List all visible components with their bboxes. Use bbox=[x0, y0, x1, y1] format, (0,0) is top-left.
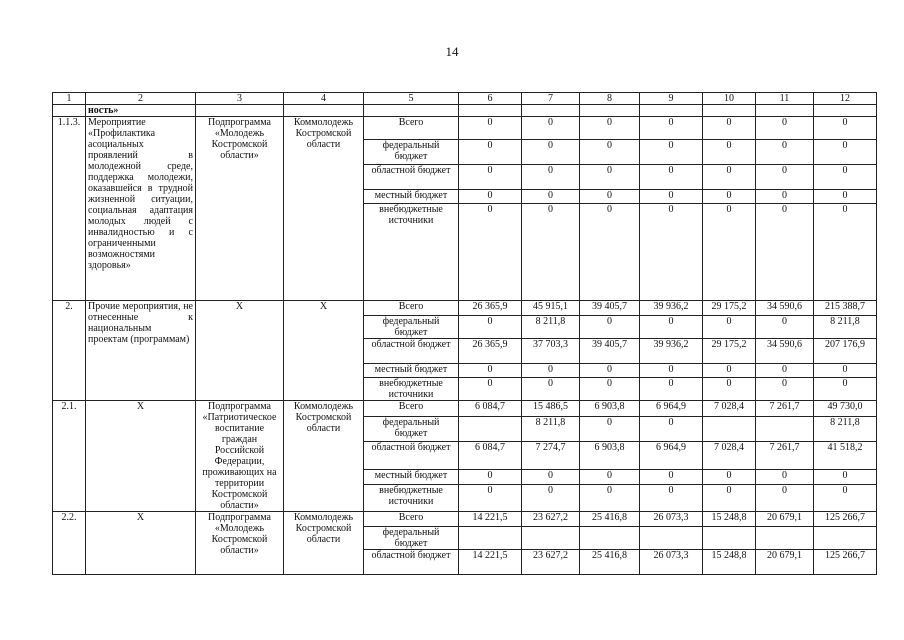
table-row bbox=[53, 117, 877, 140]
header-cell: 7 bbox=[522, 93, 580, 105]
value-cell: 0 bbox=[580, 364, 640, 378]
funding-source: внебюджетные источники bbox=[364, 204, 459, 301]
value-cell: 26 365,9 bbox=[459, 301, 522, 316]
funding-source: федеральный бюджет bbox=[364, 417, 459, 442]
value-cell: 8 211,8 bbox=[522, 316, 580, 339]
value-cell: 0 bbox=[522, 140, 580, 165]
value-cell: 34 590,6 bbox=[756, 301, 814, 316]
row-executor: Коммолодежь Костромской области bbox=[284, 512, 364, 575]
value-cell: 7 028,4 bbox=[703, 401, 756, 417]
funding-source: внебюджетные источники bbox=[364, 378, 459, 401]
value-cell: 29 175,2 bbox=[703, 339, 756, 364]
value-cell: 0 bbox=[814, 165, 877, 190]
value-cell: 14 221,5 bbox=[459, 512, 522, 527]
value-cell: 0 bbox=[814, 364, 877, 378]
row-program: Подпрограмма «Молодежь Костромской области» bbox=[196, 512, 284, 575]
value-cell: 7 261,7 bbox=[756, 442, 814, 469]
header-cell: 5 bbox=[364, 93, 459, 105]
row-program: Х bbox=[196, 301, 284, 401]
value-cell: 125 266,7 bbox=[814, 512, 877, 527]
funding-source: Всего bbox=[364, 401, 459, 417]
value-cell: 20 679,1 bbox=[756, 512, 814, 527]
value-cell: 26 073,3 bbox=[640, 512, 703, 527]
value-cell: 15 486,5 bbox=[522, 401, 580, 417]
value-cell: 0 bbox=[640, 484, 703, 511]
value-cell: 0 bbox=[459, 117, 522, 140]
value-cell: 6 964,9 bbox=[640, 401, 703, 417]
value-cell: 0 bbox=[703, 204, 756, 301]
value-cell: 0 bbox=[703, 364, 756, 378]
value-cell: 0 bbox=[703, 316, 756, 339]
row-number: 2. bbox=[53, 301, 86, 401]
funding-source: Всего bbox=[364, 117, 459, 140]
value-cell: 7 274,7 bbox=[522, 442, 580, 469]
header-cell: 10 bbox=[703, 93, 756, 105]
value-cell: 39 936,2 bbox=[640, 301, 703, 316]
value-cell: 0 bbox=[522, 190, 580, 204]
value-cell: 0 bbox=[703, 190, 756, 204]
value-cell: 34 590,6 bbox=[756, 339, 814, 364]
continuation-row bbox=[53, 105, 877, 117]
value-cell: 0 bbox=[756, 140, 814, 165]
value-cell: 0 bbox=[459, 165, 522, 190]
header-cell: 1 bbox=[53, 93, 86, 105]
value-cell: 0 bbox=[580, 469, 640, 484]
value-cell: 0 bbox=[756, 364, 814, 378]
header-row bbox=[53, 93, 877, 105]
value-cell: 0 bbox=[756, 117, 814, 140]
value-cell: 0 bbox=[640, 204, 703, 301]
value-cell: 0 bbox=[756, 165, 814, 190]
value-cell: 26 073,3 bbox=[640, 550, 703, 575]
value-cell: 8 211,8 bbox=[522, 417, 580, 442]
value-cell: 0 bbox=[814, 117, 877, 140]
funding-source: местный бюджет bbox=[364, 190, 459, 204]
row-program: Подпрограмма «Молодежь Костромской области» bbox=[196, 117, 284, 301]
value-cell: 0 bbox=[580, 484, 640, 511]
value-cell bbox=[459, 417, 522, 442]
value-cell: 0 bbox=[703, 165, 756, 190]
value-cell: 45 915,1 bbox=[522, 301, 580, 316]
funding-source: Всего bbox=[364, 512, 459, 527]
value-cell: 0 bbox=[459, 190, 522, 204]
value-cell: 0 bbox=[522, 165, 580, 190]
value-cell: 0 bbox=[522, 378, 580, 401]
row-executor: Коммолодежь Костромской области bbox=[284, 117, 364, 301]
row-name: Мероприятие «Профилактика асоциальных проявлений в молодежной среде, поддержка молодежи, оказавшейся в трудной жизненной ситуации, социальная адаптация молодых людей с инвалидностью и с ограниченными возможностями здоровья» bbox=[86, 117, 196, 301]
value-cell: 0 bbox=[459, 204, 522, 301]
value-cell bbox=[459, 527, 522, 550]
funding-source: федеральный бюджет bbox=[364, 140, 459, 165]
row-name: Х bbox=[86, 401, 196, 512]
value-cell bbox=[703, 417, 756, 442]
value-cell: 0 bbox=[522, 204, 580, 301]
page-number: 14 bbox=[445, 44, 459, 59]
row-executor: Х bbox=[284, 301, 364, 401]
value-cell: 0 bbox=[580, 417, 640, 442]
value-cell: 0 bbox=[522, 364, 580, 378]
row-name: Прочие мероприятия, не отнесенные к национальным проектам (программам) bbox=[86, 301, 196, 401]
value-cell: 49 730,0 bbox=[814, 401, 877, 417]
value-cell: 29 175,2 bbox=[703, 301, 756, 316]
value-cell bbox=[640, 527, 703, 550]
value-cell bbox=[580, 527, 640, 550]
value-cell: 0 bbox=[640, 469, 703, 484]
value-cell: 0 bbox=[640, 378, 703, 401]
header-cell: 3 bbox=[196, 93, 284, 105]
value-cell: 0 bbox=[814, 204, 877, 301]
value-cell: 0 bbox=[703, 117, 756, 140]
value-cell: 0 bbox=[756, 469, 814, 484]
row-number: 2.1. bbox=[53, 401, 86, 512]
value-cell: 0 bbox=[640, 316, 703, 339]
funding-source: областной бюджет bbox=[364, 550, 459, 575]
value-cell: 39 405,7 bbox=[580, 301, 640, 316]
value-cell: 0 bbox=[640, 140, 703, 165]
value-cell: 8 211,8 bbox=[814, 316, 877, 339]
value-cell: 39 405,7 bbox=[580, 339, 640, 364]
row-executor: Коммолодежь Костромской области bbox=[284, 401, 364, 512]
value-cell: 207 176,9 bbox=[814, 339, 877, 364]
value-cell: 0 bbox=[756, 484, 814, 511]
value-cell: 0 bbox=[580, 117, 640, 140]
value-cell: 14 221,5 bbox=[459, 550, 522, 575]
value-cell: 37 703,3 bbox=[522, 339, 580, 364]
row-number: 2.2. bbox=[53, 512, 86, 575]
funding-source: Всего bbox=[364, 301, 459, 316]
row-program: Подпрограмма «Патриотическое воспитание граждан Российской Федерации, проживающих на территории Костромской области» bbox=[196, 401, 284, 512]
funding-source: областной бюджет bbox=[364, 165, 459, 190]
value-cell: 0 bbox=[459, 140, 522, 165]
funding-source: местный бюджет bbox=[364, 364, 459, 378]
continuation-text: ность» bbox=[86, 105, 196, 117]
value-cell: 0 bbox=[756, 316, 814, 339]
value-cell: 7 261,7 bbox=[756, 401, 814, 417]
value-cell bbox=[814, 527, 877, 550]
table-row bbox=[53, 301, 877, 316]
funding-source: федеральный бюджет bbox=[364, 316, 459, 339]
value-cell: 0 bbox=[703, 469, 756, 484]
value-cell: 0 bbox=[640, 364, 703, 378]
value-cell: 0 bbox=[756, 378, 814, 401]
value-cell: 15 248,8 bbox=[703, 550, 756, 575]
value-cell: 0 bbox=[459, 316, 522, 339]
header-cell: 6 bbox=[459, 93, 522, 105]
value-cell: 0 bbox=[580, 316, 640, 339]
value-cell: 6 903,8 bbox=[580, 401, 640, 417]
value-cell: 0 bbox=[459, 378, 522, 401]
funding-source: областной бюджет bbox=[364, 339, 459, 364]
value-cell: 0 bbox=[703, 484, 756, 511]
value-cell: 23 627,2 bbox=[522, 550, 580, 575]
header-cell: 9 bbox=[640, 93, 703, 105]
value-cell: 0 bbox=[580, 378, 640, 401]
value-cell: 15 248,8 bbox=[703, 512, 756, 527]
value-cell: 6 903,8 bbox=[580, 442, 640, 469]
value-cell: 39 936,2 bbox=[640, 339, 703, 364]
value-cell: 25 416,8 bbox=[580, 512, 640, 527]
value-cell: 0 bbox=[640, 117, 703, 140]
value-cell: 0 bbox=[580, 140, 640, 165]
value-cell: 0 bbox=[814, 378, 877, 401]
value-cell: 0 bbox=[640, 417, 703, 442]
value-cell bbox=[703, 527, 756, 550]
value-cell: 0 bbox=[703, 140, 756, 165]
value-cell bbox=[522, 527, 580, 550]
value-cell bbox=[756, 527, 814, 550]
value-cell: 0 bbox=[814, 140, 877, 165]
value-cell: 0 bbox=[640, 190, 703, 204]
value-cell: 0 bbox=[703, 378, 756, 401]
value-cell: 0 bbox=[580, 190, 640, 204]
value-cell: 0 bbox=[640, 165, 703, 190]
header-cell: 4 bbox=[284, 93, 364, 105]
value-cell: 6 084,7 bbox=[459, 401, 522, 417]
value-cell: 0 bbox=[814, 484, 877, 511]
value-cell: 26 365,9 bbox=[459, 339, 522, 364]
header-cell: 12 bbox=[814, 93, 877, 105]
value-cell: 215 388,7 bbox=[814, 301, 877, 316]
table-row bbox=[53, 512, 877, 527]
value-cell: 7 028,4 bbox=[703, 442, 756, 469]
value-cell bbox=[756, 417, 814, 442]
value-cell: 0 bbox=[522, 469, 580, 484]
value-cell: 0 bbox=[522, 117, 580, 140]
value-cell: 0 bbox=[756, 190, 814, 204]
value-cell: 0 bbox=[522, 484, 580, 511]
value-cell: 6 084,7 bbox=[459, 442, 522, 469]
value-cell: 6 964,9 bbox=[640, 442, 703, 469]
value-cell: 0 bbox=[459, 469, 522, 484]
header-cell: 2 bbox=[86, 93, 196, 105]
value-cell: 125 266,7 bbox=[814, 550, 877, 575]
header-cell: 8 bbox=[580, 93, 640, 105]
table-row bbox=[53, 401, 877, 417]
funding-source: федеральный бюджет bbox=[364, 527, 459, 550]
value-cell: 25 416,8 bbox=[580, 550, 640, 575]
value-cell: 41 518,2 bbox=[814, 442, 877, 469]
value-cell: 0 bbox=[814, 190, 877, 204]
value-cell: 0 bbox=[756, 204, 814, 301]
header-cell: 11 bbox=[756, 93, 814, 105]
row-name: Х bbox=[86, 512, 196, 575]
value-cell: 0 bbox=[580, 204, 640, 301]
value-cell: 20 679,1 bbox=[756, 550, 814, 575]
value-cell: 0 bbox=[459, 484, 522, 511]
value-cell: 23 627,2 bbox=[522, 512, 580, 527]
value-cell: 0 bbox=[459, 364, 522, 378]
row-number: 1.1.3. bbox=[53, 117, 86, 301]
value-cell: 8 211,8 bbox=[814, 417, 877, 442]
value-cell: 0 bbox=[814, 469, 877, 484]
funding-source: областной бюджет bbox=[364, 442, 459, 469]
budget-table bbox=[52, 92, 877, 575]
funding-source: местный бюджет bbox=[364, 469, 459, 484]
value-cell: 0 bbox=[580, 165, 640, 190]
funding-source: внебюджетные источники bbox=[364, 484, 459, 511]
